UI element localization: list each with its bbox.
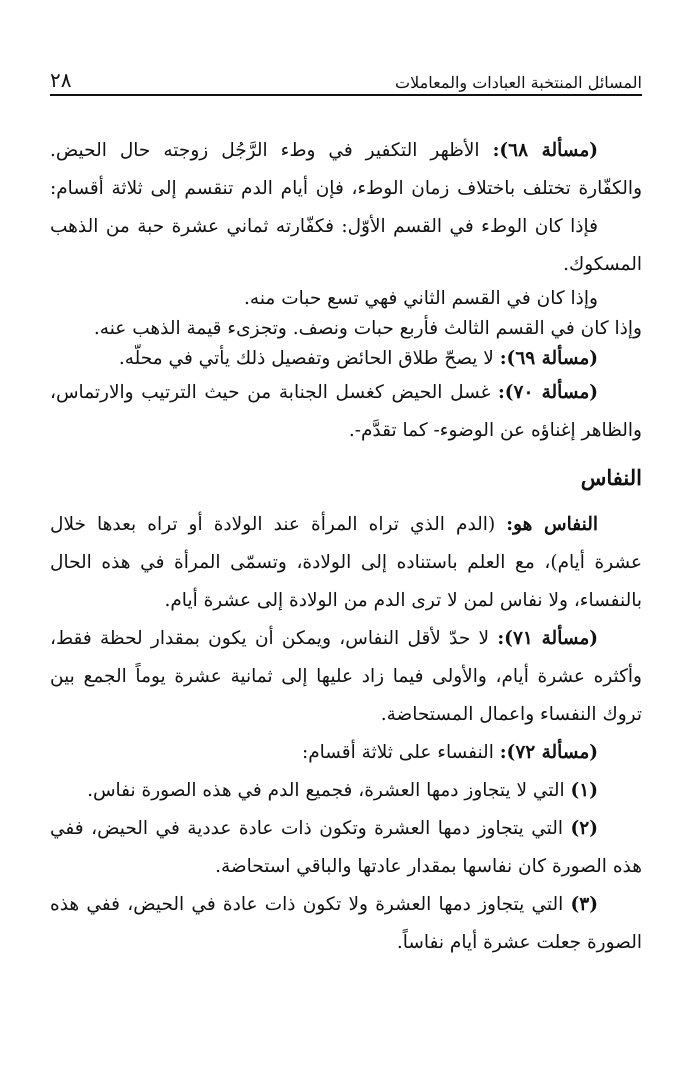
list-number: (٣) xyxy=(570,894,598,915)
paragraph-line xyxy=(50,620,642,658)
issue-text: الأظهر التكفير في وطء الرَّجُل زوجته حال الحيض. xyxy=(50,140,493,161)
paragraph-line: هذه الصورة كان نفاسها بمقدار عادتها والباقي استحاضة. xyxy=(215,856,642,877)
list-text: التي يتجاوز دمها العشرة ولا تكون ذات عادة في الحيض، ففي هذه xyxy=(50,894,571,915)
list-text: التي لا يتجاوز دمها العشرة، فجميع الدم في هذه الصورة نفاس. xyxy=(87,780,571,801)
list-item xyxy=(50,886,642,924)
paragraph-line: بالنفساء، ولا نفاس لمن لا ترى الدم من الولادة إلى عشرة أيام. xyxy=(164,590,642,611)
page-header xyxy=(50,62,642,92)
paragraph-line: المسكوك. xyxy=(563,254,642,275)
issue-label: (مسألة ٧٠): xyxy=(497,382,598,403)
page-number: ٢٨ xyxy=(50,68,72,92)
paragraph-line xyxy=(50,734,642,772)
paragraph-line: الصورة جعلت عشرة أيام نفاساً. xyxy=(396,932,642,953)
definition-label: النفاس هو: xyxy=(506,514,598,535)
paragraph-line: والكفّارة تختلف باختلاف زمان الوطء، فإن أيام الدم تنقسم إلى ثلاثة أقسام: xyxy=(50,178,642,199)
issue-text: غسل الحيض كغسل الجنابة من حيث الترتيب والارتماس، xyxy=(50,382,498,403)
list-number: (٢) xyxy=(570,818,598,839)
issue-label: (مسألة ٧٢): xyxy=(499,742,598,763)
paragraph-line: فإذا كان الوطء في القسم الأوّل: فكفّارته ثماني عشرة حبة من الذهب xyxy=(50,216,598,237)
paragraph-line xyxy=(50,374,642,412)
section-heading: النفاس xyxy=(580,465,642,490)
paragraph-line: عشرة أيام)، مع العلم باستناده إلى الولادة، وتسمّى المرأة في هذه الحال xyxy=(50,552,642,573)
header-rule xyxy=(50,94,642,96)
paragraph-line xyxy=(50,506,642,544)
list-number: (١) xyxy=(570,780,598,801)
definition-text: (الدم الذي تراه المرأة عند الولادة أو تراه بعدها خلال xyxy=(50,514,507,535)
issue-text: لا حدّ لأقل النفاس، ويمكن أن يكون بمقدار لحظة فقط، xyxy=(50,628,498,649)
list-text: التي يتجاوز دمها العشرة وتكون ذات عادة عددية في الحيض، ففي xyxy=(50,818,571,839)
paragraph-line: وإذا كان في القسم الثاني فهي تسع حبات منه. xyxy=(244,288,598,309)
paragraph-line: والظاهر إغناؤه عن الوضوء- كما تقدَّم-. xyxy=(348,420,642,441)
running-title: المسائل المنتخبة العبادات والمعاملات xyxy=(395,73,642,92)
list-item xyxy=(50,772,642,810)
page-body xyxy=(50,132,642,962)
paragraph-line: وإذا كان في القسم الثالث فأربع حبات ونصف. وتجزىء قيمة الذهب عنه. xyxy=(93,318,642,339)
paragraph-line xyxy=(50,344,642,374)
issue-label: (مسألة ٧١): xyxy=(497,628,598,649)
paragraph-line xyxy=(50,132,642,170)
issue-label: (مسألة ٦٩): xyxy=(499,348,598,369)
paragraph-line: وأكثره عشرة أيام، والأولى فيما زاد عليها إلى ثمانية عشرة يوماً الجمع بين xyxy=(50,666,642,687)
issue-text: النفساء على ثلاثة أقسام: xyxy=(301,742,500,763)
list-item xyxy=(50,810,642,848)
paragraph-line: تروك النفساء واعمال المستحاضة. xyxy=(380,704,642,725)
issue-label: (مسألة ٦٨): xyxy=(492,140,598,161)
issue-text: لا يصحّ طلاق الحائض وتفصيل ذلك يأتي في محلّه. xyxy=(118,348,500,369)
